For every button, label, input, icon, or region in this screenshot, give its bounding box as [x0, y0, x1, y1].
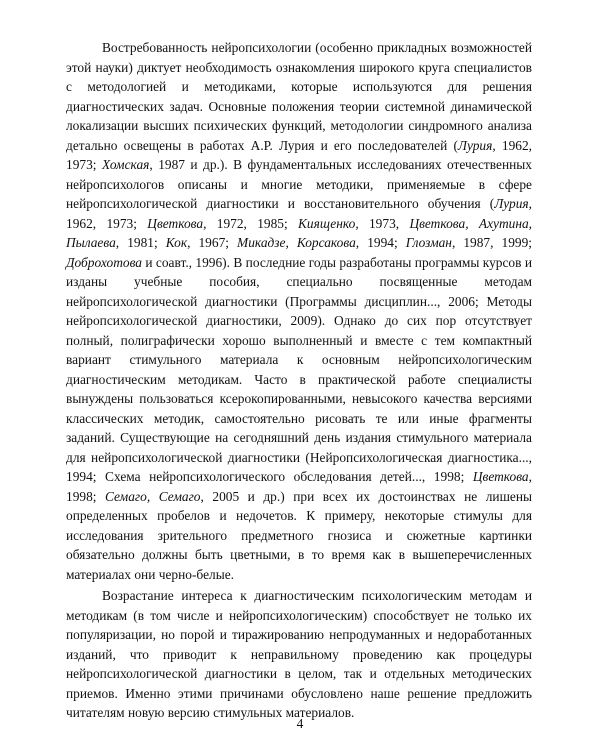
citation-author: Лурия: [494, 196, 529, 211]
text-run: , 2005 и др.) при всех их достоинствах не лишены определенных пробелов и недочетов. К примеру, некоторые стимулы для исследования зрительного предметного гнозиса и сюжетные картинки обязательно должны быть цветными, в то время как в вышеперечисленных материалах они черно-белые.: [66, 488, 532, 582]
citation-author: Хомская: [101, 157, 150, 172]
page-number: 4: [296, 716, 304, 731]
text-run: , 1972, 1985;: [203, 215, 299, 231]
citation-author: Семаго, Семаго: [105, 488, 201, 504]
text-run: , 1981;: [115, 235, 166, 250]
citation-author: Цветкова, Ахутина, Пылаева: [66, 215, 533, 250]
text-run: Возрастание интереса к диагностическим психологическим методам и методикам (в том числе и нейропсихологическим) способствует не только их популяризации, но порой и тиражированию непродуманных и недоработанных изданий, что приводит к неправильному проведению как процедуры нейропсихологической диагностики в целом, так и отдельных методических приемов. Именно этими причинами обусловлено наше решение предложить читателям новую версию стимульных материалов.: [66, 588, 532, 720]
text-run: , 1987, 1999;: [451, 235, 533, 250]
text-run: , 1962, 1973;: [66, 196, 532, 231]
citation-author: Доброхотова: [66, 254, 142, 270]
text-run: , 1973,: [355, 215, 410, 231]
text-run: Востребованность нейропсихологии (особенно прикладных возможностей этой науки) диктует необходимость ознакомления широкого круга специалистов с методологией и методиками, которые используются для решения диагностических задач. Основные положения теории системной динамической локализации высших психических функций, методологии синдромного анализа детально освещены в работах А.Р. Лурия и его последователей (: [66, 40, 532, 153]
text-run: , 1998;: [66, 469, 532, 504]
text-run: , 1962, 1973;: [66, 137, 532, 172]
document-page: [66, 38, 532, 723]
text-run: , 1987 и др.). В фундаментальных исследованиях отечественных нейропсихологов описаны и многие методики, применяемые в сфере нейропсихологической диагностики и восстановительного обучения (: [66, 157, 532, 211]
citation-author: Глозман: [405, 235, 452, 250]
text-run: , 1967;: [187, 235, 238, 250]
text-run: , 1994;: [355, 235, 406, 250]
citation-author: Цветкова: [472, 469, 529, 484]
text-run: и соавт., 1996). В последние годы разработаны программы курсов и изданы учебные пособия, специально посвященные методам нейропсихологической диагностики (Программы дисциплин..., 2006; Методы нейропсихологической диагностики, 2009). Однако до сих пор отсутствует полный, полиграфически хорошо выполненный и вместе с тем компактный вариант стимульного материала к основным нейропсихологическим диагностическим методикам. Часто в практической работе специалисты вынуждены пользоваться ксерокопированными, невысокого качества версиями классических методик, самостоятельно рисовать те или иные фрагменты заданий. Существующие на сегодняшний день издания стимульного материала для нейропсихологической диагностики (Нейропсихологическая диагностика..., 1994; Схема нейропсихологического обследования детей..., 1998;: [66, 254, 532, 484]
citation-author: Киященко: [298, 215, 356, 231]
citation-author: Кок: [165, 235, 188, 250]
citation-author: Цветкова: [147, 215, 204, 231]
paragraph-2: [66, 586, 532, 723]
citation-author: Лурия: [457, 137, 493, 153]
paragraph-1: [66, 38, 532, 584]
citation-author: Микадзе, Корсакова: [237, 235, 356, 250]
